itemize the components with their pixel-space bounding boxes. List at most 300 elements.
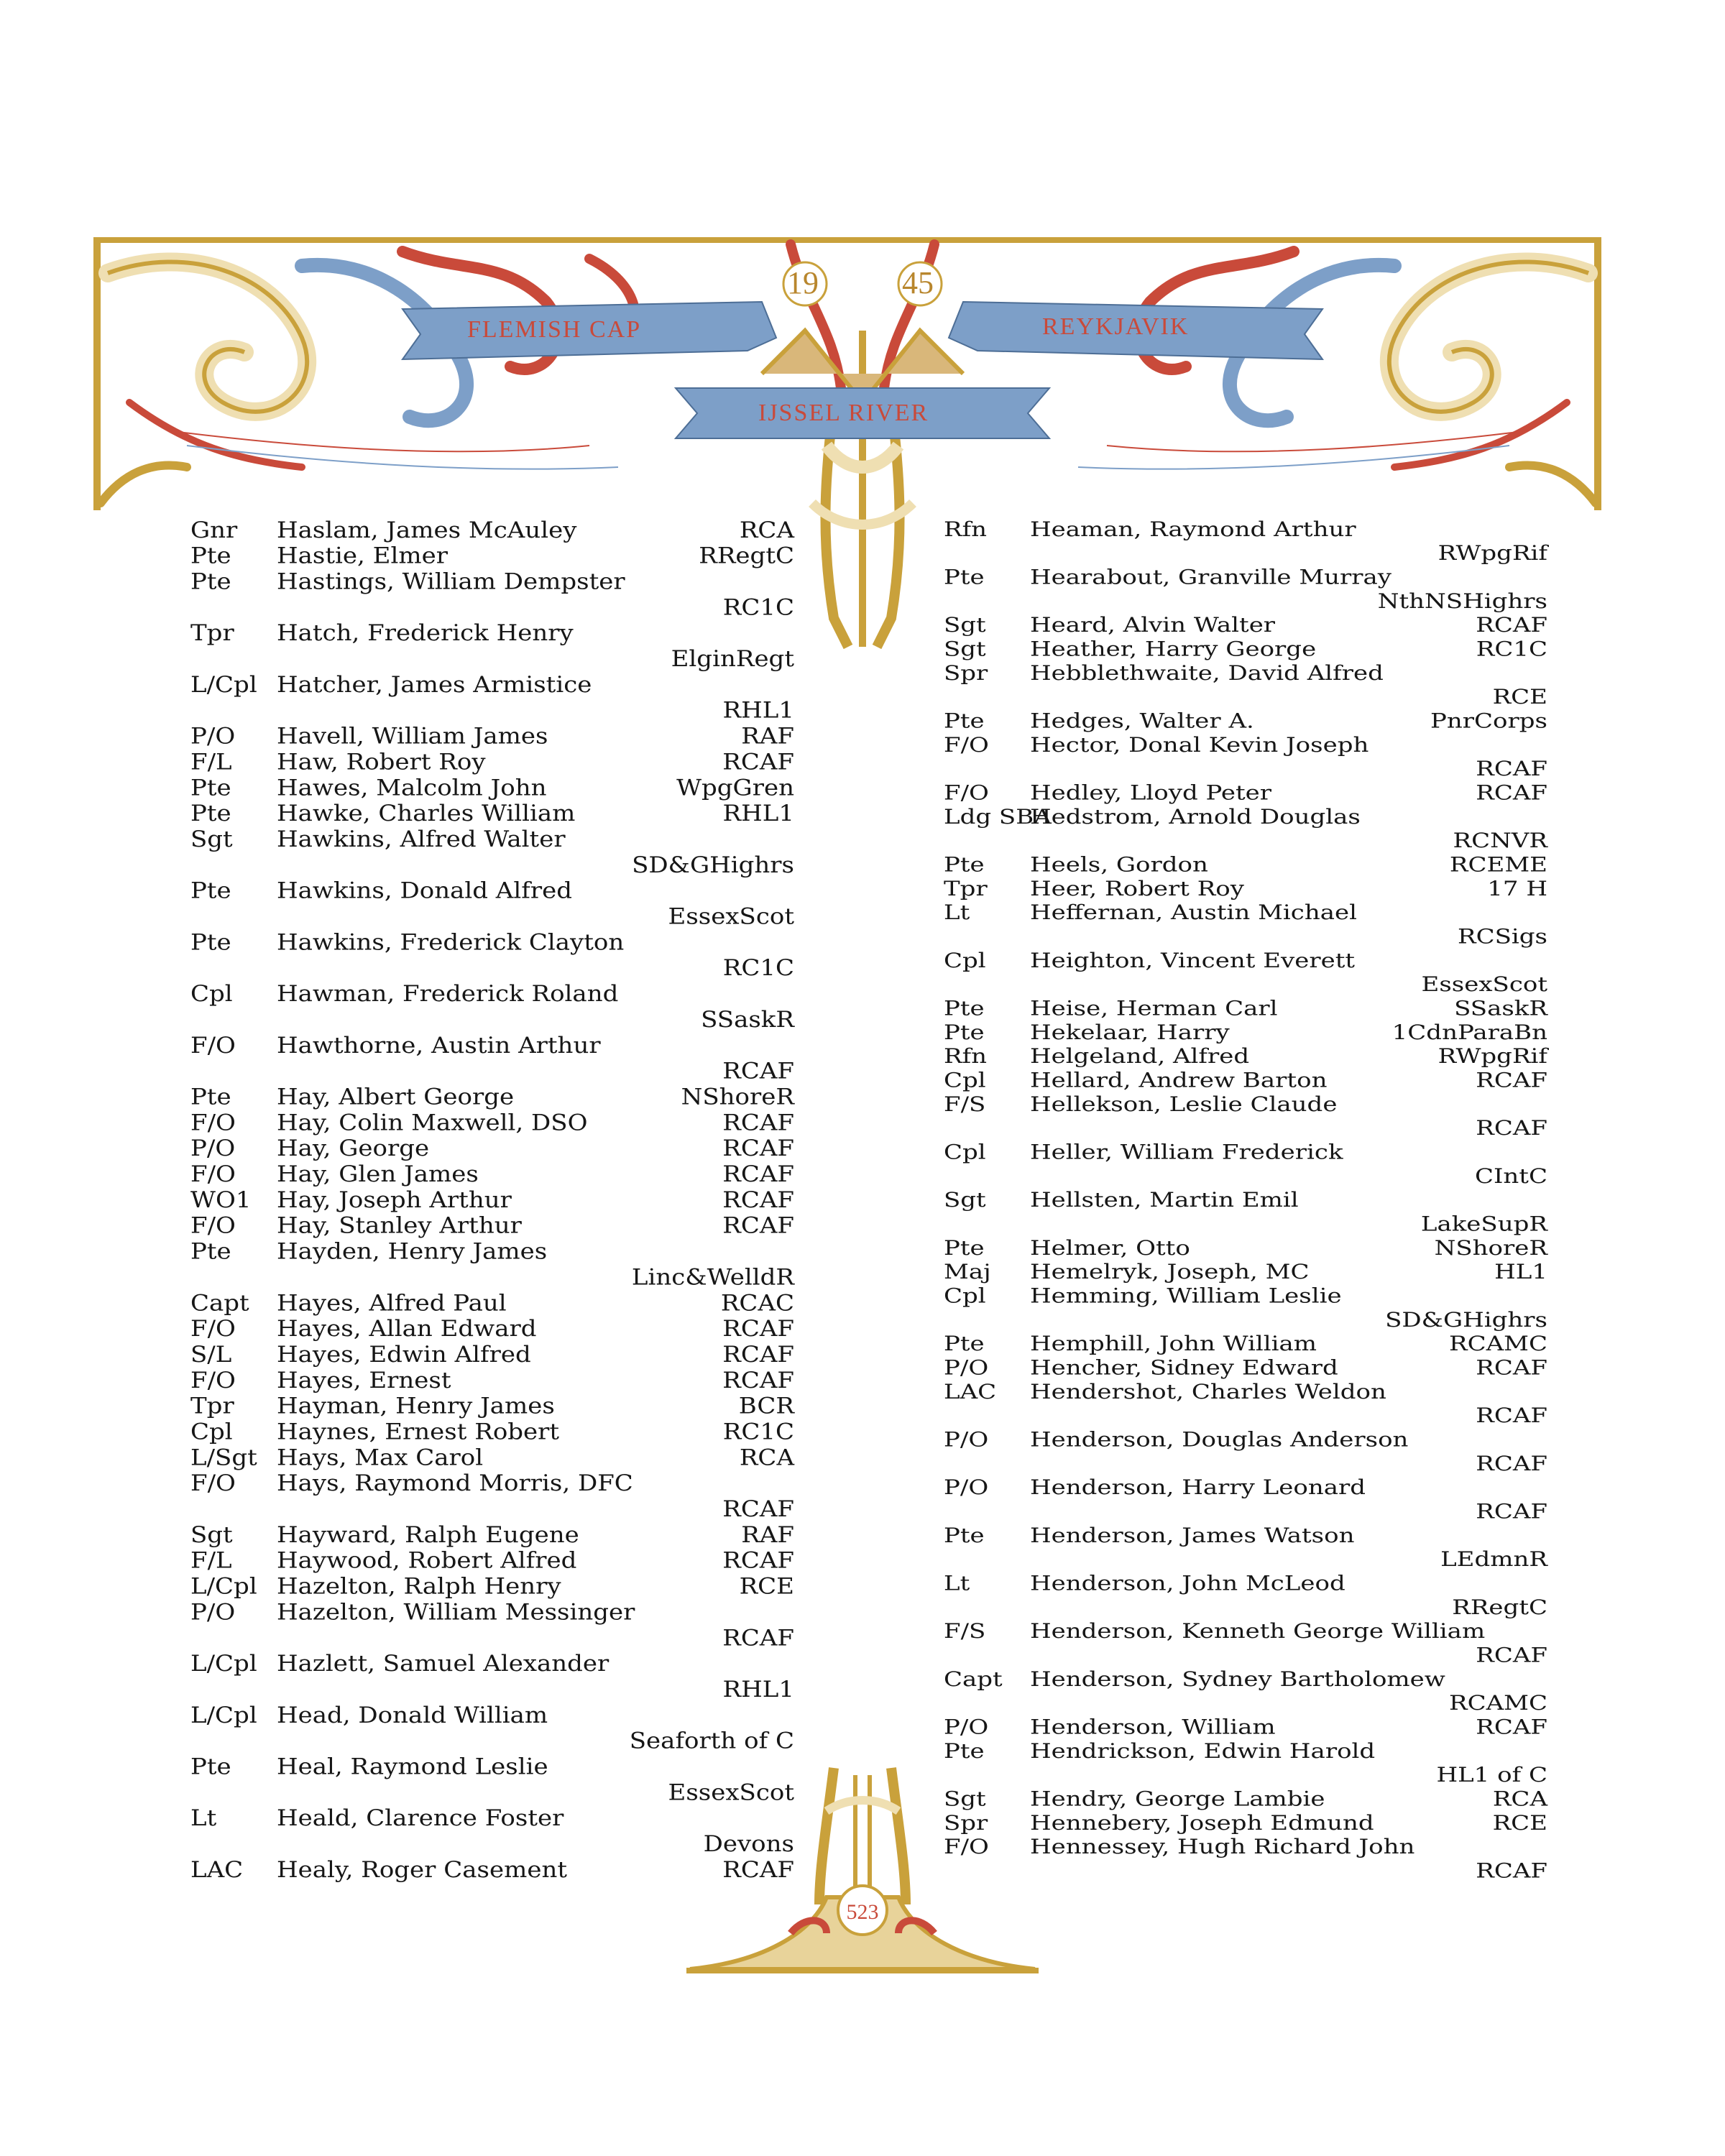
rank: Cpl xyxy=(944,1068,986,1092)
rank: F/L xyxy=(190,749,232,775)
roll-entry xyxy=(944,1667,1547,1715)
roll-entry xyxy=(944,805,1547,853)
page-number: 523 xyxy=(846,1900,879,1924)
service-member-name: Heard, Alvin Walter xyxy=(1030,613,1276,637)
service-member-name: Hay, Albert George xyxy=(277,1084,515,1110)
roll-entry xyxy=(190,724,794,750)
rank: F/O xyxy=(190,1470,236,1497)
roll-entry xyxy=(190,1445,794,1471)
unit: RAF xyxy=(741,1522,794,1548)
roll-entry xyxy=(944,1188,1547,1236)
unit: PnrCorps xyxy=(1430,709,1547,733)
unit: 1CdnParaBn xyxy=(1392,1021,1547,1045)
service-member-name: Hellard, Andrew Barton xyxy=(1030,1068,1328,1092)
unit: RCAF xyxy=(1476,613,1547,637)
rank: L/Cpl xyxy=(190,1573,257,1600)
service-member-name: Hazelton, William Messinger xyxy=(277,1599,635,1626)
roll-entry xyxy=(944,853,1547,877)
service-member-name: Hector, Donal Kevin Joseph xyxy=(1030,733,1369,757)
unit: SD&GHighrs xyxy=(1385,1308,1547,1332)
unit: RAF xyxy=(741,723,794,750)
service-member-name: Hawkins, Donald Alfred xyxy=(277,877,572,904)
service-member-name: Hay, Colin Maxwell, DSO xyxy=(277,1110,588,1136)
service-member-name: Heighton, Vincent Everett xyxy=(1030,949,1356,973)
service-member-name: Hayes, Edwin Alfred xyxy=(277,1342,531,1368)
roll-entry xyxy=(190,1084,794,1110)
roll-entry xyxy=(944,1835,1547,1883)
unit: LakeSupR xyxy=(1420,1212,1547,1236)
unit: RCAF xyxy=(722,1187,794,1213)
rank: Cpl xyxy=(190,1419,233,1445)
roll-entry xyxy=(944,1428,1547,1476)
right-name-column xyxy=(944,517,1547,1883)
unit: 17 H xyxy=(1487,877,1547,901)
unit: RCAMC xyxy=(1449,1691,1547,1715)
roll-entry xyxy=(190,569,794,621)
roll-entry xyxy=(190,1754,794,1806)
rank: Spr xyxy=(944,1811,988,1835)
service-member-name: Hay, Glen James xyxy=(277,1161,479,1188)
roll-entry xyxy=(944,1739,1547,1787)
unit: ElginRegt xyxy=(671,646,794,673)
rank: Tpr xyxy=(944,877,988,901)
rank: F/L xyxy=(190,1547,232,1574)
rank: Pte xyxy=(944,996,985,1021)
rank: P/O xyxy=(944,1715,989,1739)
unit: SSaskR xyxy=(1454,996,1547,1021)
roll-entry xyxy=(190,930,794,982)
service-member-name: Hemming, William Leslie xyxy=(1030,1284,1342,1308)
roll-entry xyxy=(944,1332,1547,1355)
service-member-name: Head, Donald William xyxy=(277,1703,548,1728)
unit: RCNVR xyxy=(1453,829,1547,853)
service-member-name: Hawkins, Alfred Walter xyxy=(277,826,566,853)
roll-entry xyxy=(190,1033,794,1084)
service-member-name: Haw, Robert Roy xyxy=(277,749,486,775)
service-member-name: Hay, George xyxy=(277,1135,430,1162)
unit: RCAMC xyxy=(1449,1332,1547,1356)
service-member-name: Hawkins, Frederick Clayton xyxy=(277,929,625,956)
ribbon-label-reykjavik: REYKJAVIK xyxy=(1042,313,1190,340)
ribbon-label-flemish-cap: FLEMISH CAP xyxy=(467,316,642,343)
rank: F/O xyxy=(944,1835,989,1859)
service-member-name: Haywood, Robert Alfred xyxy=(277,1547,577,1574)
unit: WpgGren xyxy=(676,775,794,801)
rank: L/Sgt xyxy=(190,1445,257,1471)
service-member-name: Hawman, Frederick Roland xyxy=(277,981,619,1008)
roll-entry xyxy=(190,672,794,724)
unit: RCAF xyxy=(1476,757,1547,781)
unit: RCAF xyxy=(1476,1404,1547,1428)
rank: Sgt xyxy=(944,1188,986,1212)
unit: RCAF xyxy=(1476,1858,1547,1883)
roll-entry xyxy=(190,1342,794,1368)
rank: Sgt xyxy=(190,826,233,853)
service-member-name: Hennebery, Joseph Edmund xyxy=(1030,1811,1374,1835)
roll-entry xyxy=(944,1092,1547,1141)
rank: Pte xyxy=(944,1524,985,1548)
ribbon-label-ijssel-river: IJSSEL RIVER xyxy=(758,400,929,426)
service-member-name: Hedstrom, Arnold Douglas xyxy=(1030,805,1361,829)
unit: RHL1 xyxy=(722,697,794,724)
roll-entry xyxy=(190,1368,794,1393)
unit: RC1C xyxy=(722,955,794,982)
rank: Pte xyxy=(190,543,231,569)
roll-entry xyxy=(944,637,1547,661)
left-scrollwork xyxy=(101,252,635,503)
service-member-name: Hekelaar, Harry xyxy=(1030,1021,1230,1045)
unit: RCAF xyxy=(722,1625,794,1651)
rank: Pte xyxy=(944,852,985,877)
service-member-name: Hayes, Ernest xyxy=(277,1368,451,1393)
unit: RCAF xyxy=(1476,1499,1547,1524)
unit: RCA xyxy=(1492,1787,1547,1811)
service-member-name: Henderson, James Watson xyxy=(1030,1524,1355,1548)
roll-entry xyxy=(944,1475,1547,1524)
roll-entry xyxy=(190,1161,794,1187)
roll-entry xyxy=(944,661,1547,709)
rank: Cpl xyxy=(190,981,233,1008)
roll-entry xyxy=(190,1651,794,1703)
rank: P/O xyxy=(944,1427,989,1452)
service-member-name: Hemelryk, Joseph, MC xyxy=(1030,1260,1310,1284)
unit: RCAF xyxy=(1476,1643,1547,1667)
rank: Pte xyxy=(944,565,985,589)
service-member-name: Heaman, Raymond Arthur xyxy=(1030,517,1356,542)
roll-entry xyxy=(944,1236,1547,1260)
service-member-name: Hellekson, Leslie Claude xyxy=(1030,1092,1338,1117)
service-member-name: Hennessey, Hugh Richard John xyxy=(1030,1835,1415,1859)
unit: RCAF xyxy=(722,1857,794,1883)
unit: RCSigs xyxy=(1458,924,1547,949)
rank: Lt xyxy=(944,1571,970,1595)
unit: RC1C xyxy=(1476,637,1547,661)
service-member-name: Hedley, Lloyd Peter xyxy=(1030,780,1272,805)
unit: RCAF xyxy=(722,749,794,775)
unit: RCAF xyxy=(1476,1452,1547,1476)
unit: RCAF xyxy=(722,1316,794,1342)
unit: RCAF xyxy=(1476,1068,1547,1092)
unit: NShoreR xyxy=(1434,1236,1547,1261)
service-member-name: Heer, Robert Roy xyxy=(1030,877,1244,901)
roll-entry xyxy=(944,1284,1547,1332)
rank: Sgt xyxy=(190,1522,233,1548)
service-member-name: Heffernan, Austin Michael xyxy=(1030,900,1358,925)
rank: Pte xyxy=(190,568,231,595)
roll-entry xyxy=(944,733,1547,781)
roll-entry xyxy=(944,566,1547,614)
roll-entry xyxy=(190,1135,794,1161)
service-member-name: Henderson, Kenneth George William xyxy=(1030,1619,1486,1644)
rank: Sgt xyxy=(944,613,986,637)
roll-entry xyxy=(944,1141,1547,1189)
rank: F/O xyxy=(944,780,989,805)
roll-entry xyxy=(944,709,1547,733)
rank: Tpr xyxy=(190,620,234,647)
roll-entry xyxy=(944,1572,1547,1620)
service-member-name: Hazelton, Ralph Henry xyxy=(277,1573,561,1600)
rank: Pte xyxy=(190,1754,231,1780)
roll-entry xyxy=(190,1239,794,1291)
unit: RCE xyxy=(739,1573,794,1600)
rank: Rfn xyxy=(944,517,988,542)
rank: Sgt xyxy=(944,637,986,661)
unit: RRegtC xyxy=(1452,1595,1547,1620)
roll-entry xyxy=(190,826,794,878)
year-right: 45 xyxy=(902,265,934,300)
right-scrollwork xyxy=(1078,252,1596,503)
service-member-name: Healy, Roger Casement xyxy=(277,1857,568,1883)
unit: LEdmnR xyxy=(1440,1547,1547,1572)
roll-entry xyxy=(190,1703,794,1754)
rank: Cpl xyxy=(944,949,986,973)
service-member-name: Hearabout, Granville Murray xyxy=(1030,565,1392,589)
unit: RHL1 xyxy=(722,801,794,827)
roll-entry xyxy=(190,1187,794,1213)
unit: RCA xyxy=(739,1445,794,1471)
service-member-name: Haslam, James McAuley xyxy=(277,517,577,543)
rank: Cpl xyxy=(944,1284,986,1308)
rank: P/O xyxy=(190,1135,236,1162)
unit: RCA xyxy=(739,517,794,543)
rank: F/O xyxy=(190,1316,236,1342)
roll-entry xyxy=(190,620,794,672)
rank: Pte xyxy=(190,775,231,801)
service-member-name: Heather, Harry George xyxy=(1030,637,1317,661)
roll-entry xyxy=(944,1044,1547,1068)
left-gold-rule xyxy=(93,237,101,510)
roll-entry xyxy=(944,1524,1547,1572)
roll-entry xyxy=(944,997,1547,1021)
service-member-name: Hawthorne, Austin Arthur xyxy=(277,1032,601,1059)
unit: RCAF xyxy=(722,1212,794,1239)
roll-entry xyxy=(944,1619,1547,1667)
unit: RC1C xyxy=(722,594,794,621)
rank: Lt xyxy=(190,1805,217,1832)
unit: RCAF xyxy=(722,1368,794,1393)
service-member-name: Henderson, John McLeod xyxy=(1030,1571,1346,1595)
rank: F/O xyxy=(190,1212,236,1239)
unit: BCR xyxy=(738,1393,794,1419)
unit: Seaforth of C xyxy=(629,1728,794,1754)
rank: P/O xyxy=(944,1355,989,1380)
unit: RCAF xyxy=(722,1161,794,1188)
service-member-name: Heller, William Frederick xyxy=(1030,1140,1343,1164)
rank: WO1 xyxy=(190,1187,252,1213)
roll-entry xyxy=(190,750,794,775)
rank: F/O xyxy=(190,1032,236,1059)
unit: RCAF xyxy=(1476,1355,1547,1380)
rank: Gnr xyxy=(190,517,238,543)
service-member-name: Hay, Joseph Arthur xyxy=(277,1187,512,1213)
roll-entry xyxy=(190,1805,794,1857)
roll-entry xyxy=(190,1857,794,1883)
unit: RCAF xyxy=(722,1547,794,1574)
roll-entry xyxy=(944,1021,1547,1044)
roll-entry xyxy=(944,1260,1547,1284)
rank: Capt xyxy=(944,1667,1003,1692)
rank: L/Cpl xyxy=(190,1651,257,1677)
rank: Pte xyxy=(944,1739,985,1764)
rank: P/O xyxy=(190,723,236,750)
unit: EssexScot xyxy=(1421,972,1547,997)
service-member-name: Heal, Raymond Leslie xyxy=(277,1754,548,1780)
roll-entry xyxy=(944,877,1547,900)
rank: L/Cpl xyxy=(190,672,257,698)
roll-entry xyxy=(190,1419,794,1445)
rank: Pte xyxy=(944,1236,985,1261)
service-member-name: Hendry, George Lambie xyxy=(1030,1787,1325,1811)
unit: RWpgRif xyxy=(1438,541,1547,566)
rank: Pte xyxy=(190,1084,231,1110)
rank: S/L xyxy=(190,1342,232,1368)
service-member-name: Hayes, Allan Edward xyxy=(277,1316,537,1342)
service-member-name: Hellsten, Martin Emil xyxy=(1030,1188,1299,1212)
service-member-name: Hendrickson, Edwin Harold xyxy=(1030,1739,1376,1764)
service-member-name: Hazlett, Samuel Alexander xyxy=(277,1651,610,1677)
roll-entry xyxy=(944,949,1547,997)
unit: RCAF xyxy=(1476,1116,1547,1141)
service-member-name: Hastie, Elmer xyxy=(277,543,448,569)
rank: Pte xyxy=(190,877,231,904)
service-member-name: Havell, William James xyxy=(277,723,548,750)
unit: RCEME xyxy=(1449,852,1547,877)
rank: P/O xyxy=(190,1599,236,1626)
service-member-name: Hencher, Sidney Edward xyxy=(1030,1355,1338,1380)
rank: F/O xyxy=(190,1368,236,1393)
unit: Linc&WelldR xyxy=(631,1264,794,1291)
rank: F/S xyxy=(944,1619,986,1644)
roll-entry xyxy=(190,1600,794,1651)
roll-entry xyxy=(190,1522,794,1548)
service-member-name: Henderson, William xyxy=(1030,1715,1276,1739)
unit: RCE xyxy=(1492,685,1547,709)
service-member-name: Hayes, Alfred Paul xyxy=(277,1290,507,1317)
unit: NthNSHighrs xyxy=(1377,589,1547,614)
rank: Pte xyxy=(944,1332,985,1356)
rank: LAC xyxy=(190,1857,244,1883)
service-member-name: Henderson, Harry Leonard xyxy=(1030,1475,1366,1500)
roll-entry xyxy=(944,1380,1547,1428)
service-member-name: Hays, Max Carol xyxy=(277,1445,484,1471)
roll-entry xyxy=(944,1069,1547,1092)
unit: RCAF xyxy=(722,1058,794,1084)
rank: F/O xyxy=(944,733,989,757)
rank: Maj xyxy=(944,1260,991,1284)
roll-entry xyxy=(944,781,1547,805)
unit: RRegtC xyxy=(699,543,794,569)
service-member-name: Heels, Gordon xyxy=(1030,852,1208,877)
roll-entry xyxy=(190,1470,794,1522)
roll-entry xyxy=(944,1787,1547,1811)
roll-entry xyxy=(190,1393,794,1419)
unit: RCAF xyxy=(722,1342,794,1368)
roll-entry xyxy=(190,981,794,1033)
rank: F/O xyxy=(190,1110,236,1136)
roll-entry xyxy=(190,1213,794,1239)
service-member-name: Henderson, Sydney Bartholomew xyxy=(1030,1667,1445,1692)
rank: Ldg SBA xyxy=(944,805,1052,829)
rank: Cpl xyxy=(944,1140,986,1164)
unit: RCAF xyxy=(1476,780,1547,805)
roll-entry xyxy=(944,1715,1547,1739)
unit: Devons xyxy=(703,1831,794,1858)
roll-entry xyxy=(944,1811,1547,1835)
unit: RCAF xyxy=(722,1135,794,1162)
service-member-name: Hayden, Henry James xyxy=(277,1238,548,1265)
rank: LAC xyxy=(944,1380,997,1404)
service-member-name: Hay, Stanley Arthur xyxy=(277,1212,522,1239)
roll-entry xyxy=(190,1574,794,1600)
service-member-name: Hawes, Malcolm John xyxy=(277,775,547,801)
roll-entry xyxy=(944,613,1547,637)
service-member-name: Hatcher, James Armistice xyxy=(277,672,592,698)
rank: Pte xyxy=(190,801,231,827)
unit: RCAF xyxy=(722,1110,794,1136)
year-left: 19 xyxy=(787,265,819,300)
unit: RCAF xyxy=(1476,1715,1547,1739)
unit: NShoreR xyxy=(681,1084,794,1110)
rank: F/O xyxy=(190,1161,236,1188)
unit: RCAC xyxy=(720,1290,794,1317)
service-member-name: Hatch, Frederick Henry xyxy=(277,620,574,647)
unit: RCAF xyxy=(722,1496,794,1523)
roll-entry xyxy=(944,900,1547,949)
roll-entry xyxy=(190,1110,794,1136)
rank: Rfn xyxy=(944,1044,988,1069)
service-member-name: Hayman, Henry James xyxy=(277,1393,555,1419)
unit: RCE xyxy=(1492,1811,1547,1835)
unit: EssexScot xyxy=(668,903,794,930)
roll-entry xyxy=(190,775,794,801)
roll-entry xyxy=(190,1548,794,1574)
rank: Lt xyxy=(944,900,970,925)
service-member-name: Hemphill, John William xyxy=(1030,1332,1317,1356)
roll-entry xyxy=(190,517,794,543)
rank: L/Cpl xyxy=(190,1703,257,1728)
service-member-name: Hawke, Charles William xyxy=(277,801,576,827)
unit: EssexScot xyxy=(668,1779,794,1806)
service-member-name: Haynes, Ernest Robert xyxy=(277,1419,560,1445)
unit: SD&GHighrs xyxy=(632,852,794,878)
service-member-name: Hendershot, Charles Weldon xyxy=(1030,1380,1386,1404)
rank: Pte xyxy=(944,709,985,733)
service-member-name: Hastings, William Dempster xyxy=(277,568,625,595)
unit: SSaskR xyxy=(701,1007,794,1033)
roll-entry xyxy=(190,543,794,569)
service-member-name: Hays, Raymond Morris, DFC xyxy=(277,1470,633,1497)
service-member-name: Henderson, Douglas Anderson xyxy=(1030,1427,1409,1452)
rank: Capt xyxy=(190,1290,249,1317)
service-member-name: Helmer, Otto xyxy=(1030,1236,1190,1261)
service-member-name: Heald, Clarence Foster xyxy=(277,1805,564,1832)
unit: HL1 of C xyxy=(1436,1763,1547,1787)
service-member-name: Helgeland, Alfred xyxy=(1030,1044,1250,1069)
left-name-column xyxy=(190,517,794,1883)
rank: Pte xyxy=(190,1238,231,1265)
rank: Pte xyxy=(944,1021,985,1045)
roll-entry xyxy=(190,1316,794,1342)
service-member-name: Hayward, Ralph Eugene xyxy=(277,1522,579,1548)
roll-entry xyxy=(944,1356,1547,1380)
unit: RC1C xyxy=(722,1419,794,1445)
unit: HL1 xyxy=(1494,1260,1547,1284)
service-member-name: Hebblethwaite, David Alfred xyxy=(1030,661,1384,686)
roll-entry xyxy=(190,801,794,826)
service-member-name: Heise, Herman Carl xyxy=(1030,996,1278,1021)
top-gold-rule xyxy=(93,237,1601,243)
rank: F/S xyxy=(944,1092,986,1117)
